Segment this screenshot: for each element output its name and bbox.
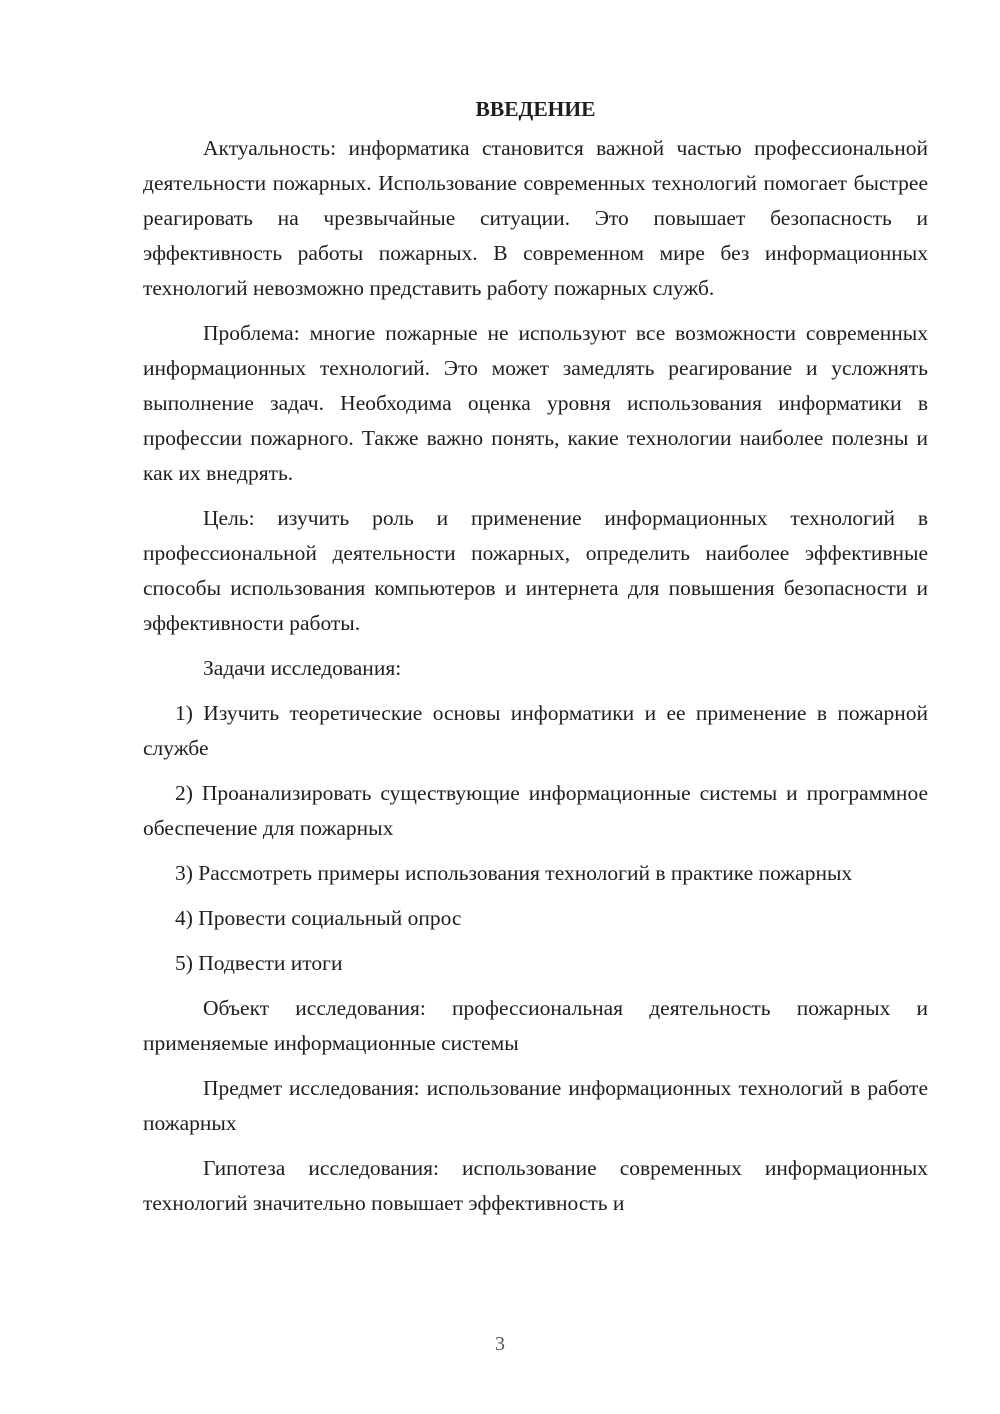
task-item-2: 2) Проанализировать существующие информационные системы и программное обеспечение для пожарных [143,781,928,840]
task-item-5: 5) Подвести итоги [175,951,343,975]
paragraph-goal: Цель: изучить роль и применение информационных технологий в профессиональной деятельности пожарных, определить наиболее эффективные способы использования компьютеров и интернета для повышения безопасности и эффективности работы. [143,506,928,635]
paragraph-hypothesis: Гипотеза исследования: использование современных информационных технологий значительно повышает эффективность и [143,1156,928,1215]
paragraph-subject: Предмет исследования: использование информационных технологий в работе пожарных [143,1076,928,1135]
task-item-3: 3) Рассмотреть примеры использования технологий в практике пожарных [175,861,853,885]
paragraph-tasks-title: Задачи исследования: [203,656,402,680]
document-page [143,92,928,1231]
paragraph-relevance: Актуальность: информатика становится важной частью профессиональной деятельности пожарных. Использование современных технологий помогает быстрее реагировать на чрезвычайные ситуации. Это повышает безопасность и эффективность работы пожарных. В современном мире без информационных технологий невозможно представить работу пожарных служб. [143,136,928,300]
paragraph-problem: Проблема: многие пожарные не используют все возможности современных информационных технологий. Это может замедлять реагирование и усложнять выполнение задач. Необходима оценка уровня использования информатики в профессии пожарного. Также важно понять, какие технологии наиболее полезны и как их внедрять. [143,321,928,485]
paragraph-object: Объект исследования: профессиональная деятельность пожарных и применяемые информационные системы [143,996,928,1055]
section-heading: ВВЕДЕНИЕ [475,97,596,121]
page-number: 3 [495,1333,505,1355]
task-item-1: 1) Изучить теоретические основы информатики и ее применение в пожарной службе [143,701,928,760]
task-item-4: 4) Провести социальный опрос [175,906,462,930]
